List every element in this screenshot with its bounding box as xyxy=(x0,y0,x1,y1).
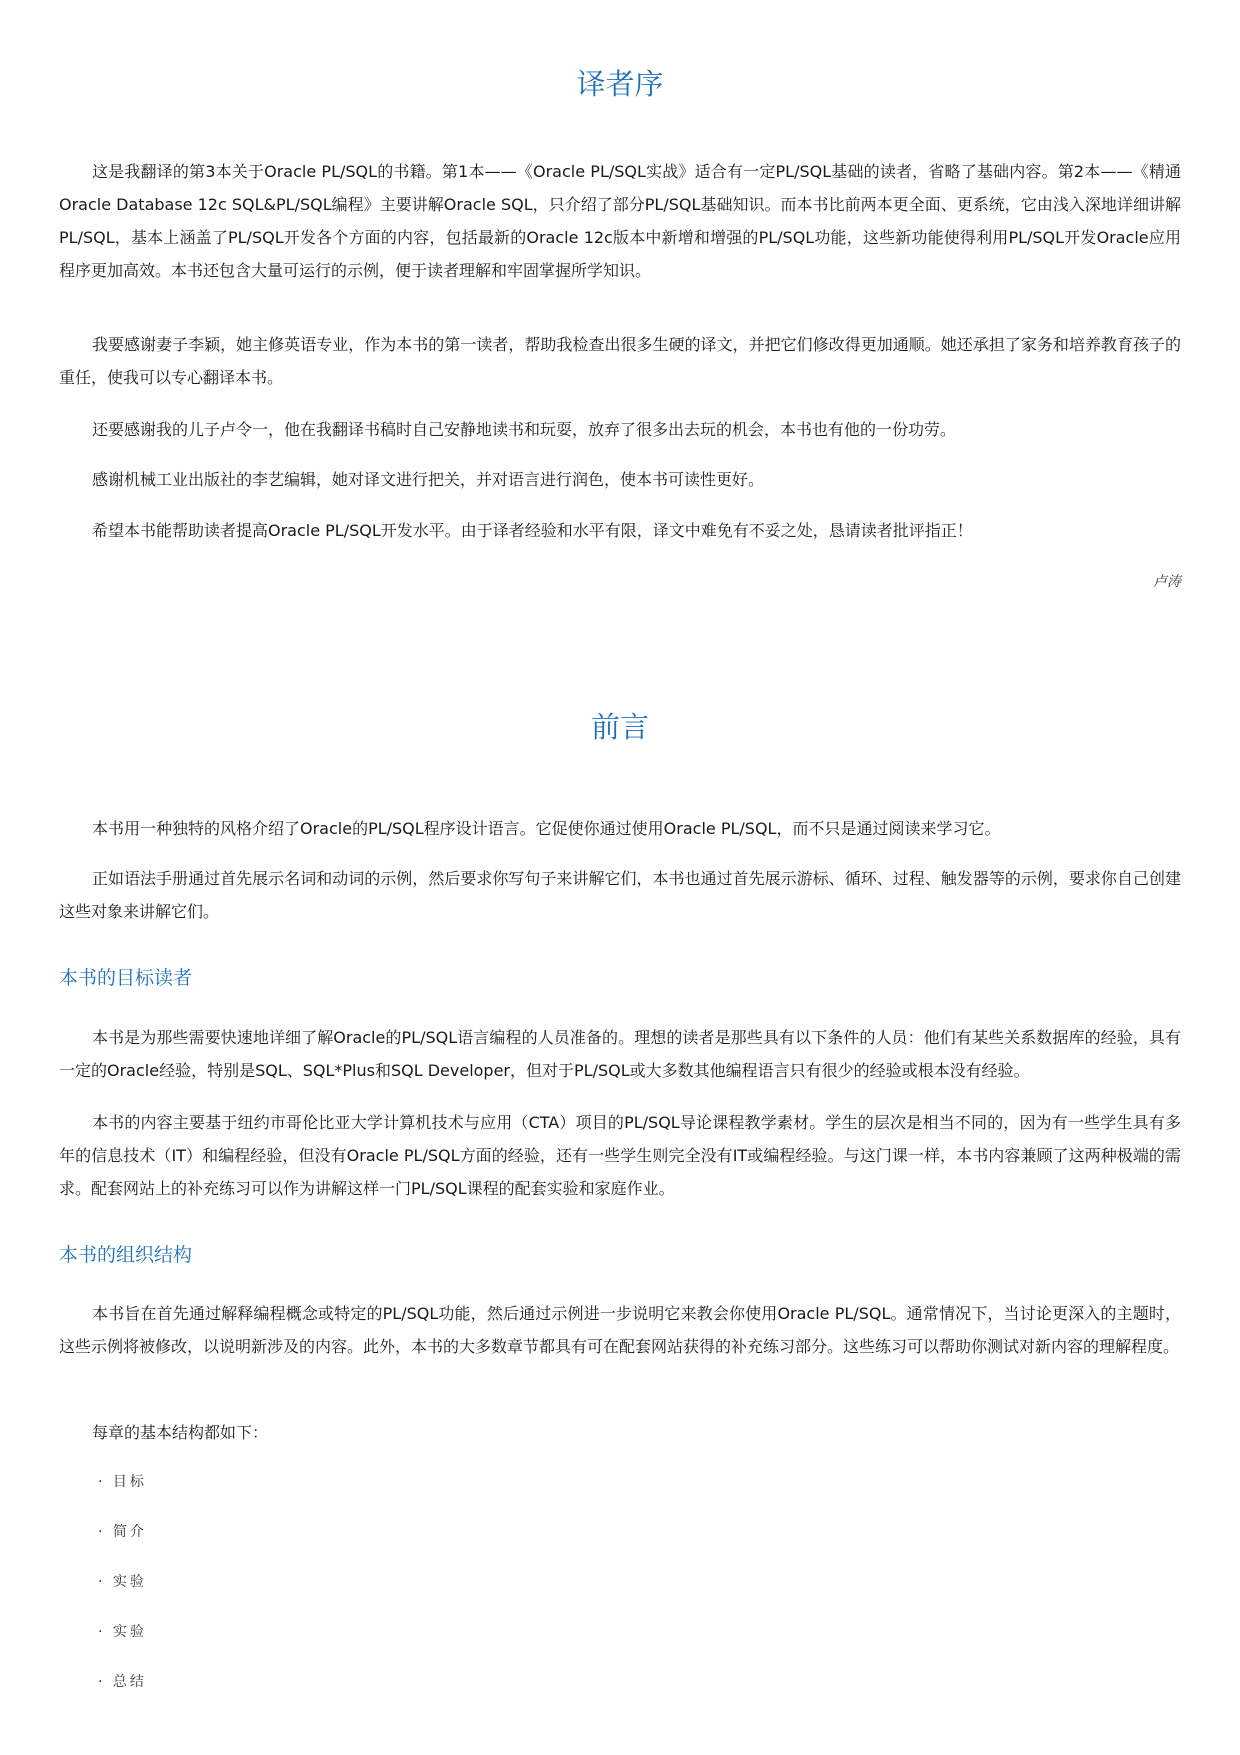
translator-preface-title: 译者序 xyxy=(576,67,664,101)
translator-preface-paragraph-4: 感谢机械工业出版社的李艺编辑，她对译文进行把关，并对语言进行润色，使本书可读性更好。 xyxy=(92,470,765,489)
structure-list-item: · 实验 xyxy=(98,1624,147,1640)
preface-paragraph-1: 本书用一种独特的风格介绍了Oracle的PL/SQL程序设计语言。它促使你通过使用Oracle PL/SQL，而不只是通过阅读来学习它。 xyxy=(92,819,1001,838)
structure-list-item: · 实验 xyxy=(98,1574,147,1590)
translator-preface-paragraph-3: 还要感谢我的儿子卢令一，他在我翻译书稿时自己安静地读书和玩耍，放弃了很多出去玩的机会，本书也有他的一份功劳。 xyxy=(92,420,957,439)
structure-list-item: · 简介 xyxy=(98,1524,147,1540)
structure-list-item: · 总结 xyxy=(98,1674,147,1690)
preface-title: 前言 xyxy=(590,710,649,744)
audience-paragraph-1: 本书是为那些需要快速地详细了解Oracle的PL/SQL语言编程的人员准备的。理想的读者是那些具有以下条件的人员：他们有某些关系数据库的经验，具有一定的Oracle经验，特别是SQL、SQL*Plus和SQL Developer，但对于PL/SQL或大多数其他编程语言只有很少的经验或根本没有经验。 xyxy=(59,1028,1181,1080)
translator-preface-paragraph-1: 这是我翻译的第3本关于Oracle PL/SQL的书籍。第1本——《Oracle PL/SQL实战》适合有一定PL/SQL基础的读者，省略了基础内容。第2本——《精通Oracle Database 12c SQL&PL/SQL编程》主要讲解Oracle SQL，只介绍了部分PL/SQL基础知识。而本书比前两本更全面、更系统，它由浅入深地详细讲解PL/SQL，基本上涵盖了PL/SQL开发各个方面的内容，包括最新的Oracle 12c版本中新增和增强的PL/SQL功能，这些新功能使得利用PL/SQL开发Oracle应用程序更加高效。本书还包含大量可运行的示例，便于读者理解和牢固掌握所学知识。 xyxy=(59,162,1181,280)
audience-paragraph-2: 本书的内容主要基于纽约市哥伦比亚大学计算机技术与应用（CTA）项目的PL/SQL导论课程教学素材。学生的层次是相当不同的，因为有一些学生具有多年的信息技术（IT）和编程经验，但没有Oracle PL/SQL方面的经验，还有一些学生则完全没有IT或编程经验。与这门课一样，本书内容兼顾了这两种极端的需求。配套网站上的补充练习可以作为讲解这样一门PL/SQL课程的配套实验和家庭作业。 xyxy=(59,1113,1181,1198)
preface-paragraph-2: 正如语法手册通过首先展示名词和动词的示例，然后要求你写句子来讲解它们，本书也通过首先展示游标、循环、过程、触发器等的示例，要求你自己创建这些对象来讲解它们。 xyxy=(59,869,1181,921)
organization-paragraph-1: 本书旨在首先通过解释编程概念或特定的PL/SQL功能，然后通过示例进一步说明它来教会你使用Oracle PL/SQL。通常情况下，当讨论更深入的主题时，这些示例将被修改，以说明新涉及的内容。此外，本书的大多数章节都具有可在配套网站获得的补充练习部分。这些练习可以帮助你测试对新内容的理解程度。 xyxy=(59,1304,1181,1356)
translator-preface-paragraph-2: 我要感谢妻子李颖，她主修英语专业，作为本书的第一读者，帮助我检查出很多生硬的译文，并把它们修改得更加通顺。她还承担了家务和培养教育孩子的重任，使我可以专心翻译本书。 xyxy=(59,335,1181,387)
translator-signature: 卢涛 xyxy=(1153,574,1181,590)
structure-list-item: · 目标 xyxy=(98,1474,147,1490)
audience-heading: 本书的目标读者 xyxy=(59,967,193,989)
translator-preface-paragraph-5: 希望本书能帮助读者提高Oracle PL/SQL开发水平。由于译者经验和水平有限，译文中难免有不妥之处，恳请读者批评指正！ xyxy=(92,521,973,540)
organization-heading: 本书的组织结构 xyxy=(59,1244,193,1266)
organization-paragraph-2: 每章的基本结构都如下： xyxy=(92,1423,269,1442)
